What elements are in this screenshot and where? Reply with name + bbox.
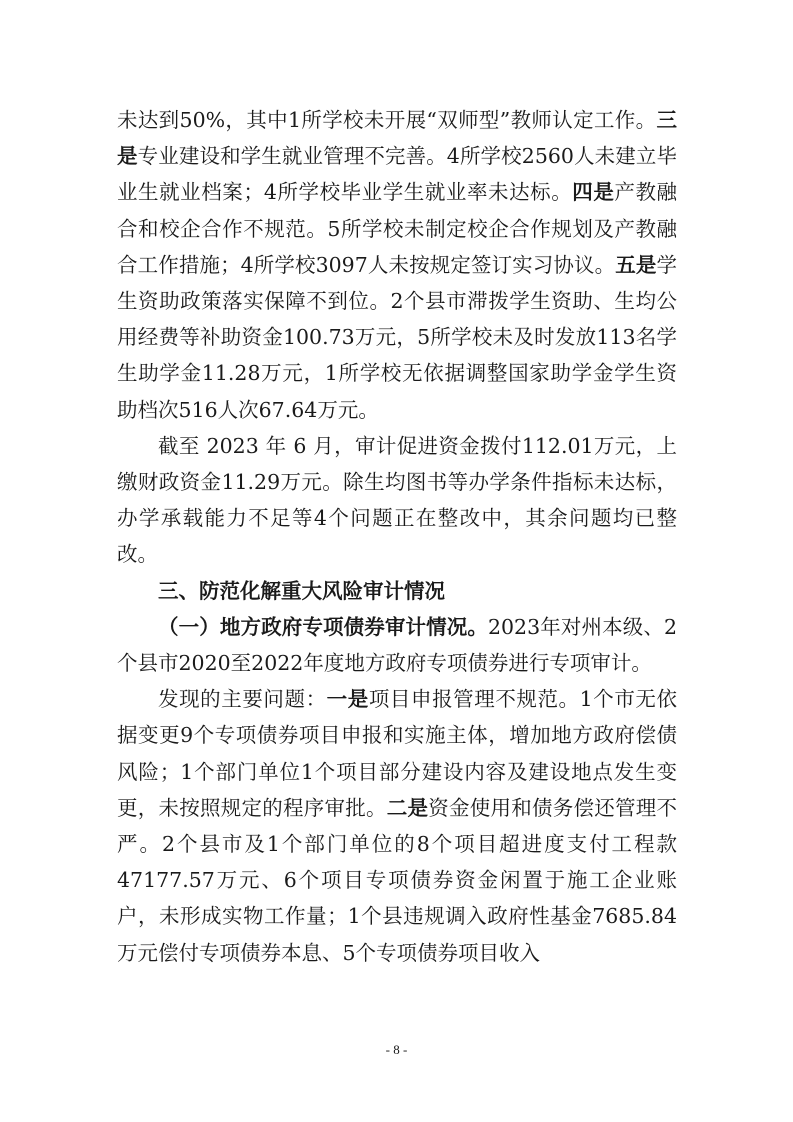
text-run: 截至 2023 年 6 月，审计促进资金拨付112.01万元，上缴财政资金11.29万元。除生均图书等办学条件指标未达标，办学承载能力不足等4个问题正在整改中，其余问题均已整改。 bbox=[117, 433, 677, 567]
section-heading: 三、防范化解重大风险审计情况 bbox=[158, 578, 445, 603]
subsection-heading: （一）地方政府专项债券审计情况。 bbox=[158, 614, 488, 639]
paragraph-main-issues bbox=[117, 681, 677, 971]
emphasis-first: 一是 bbox=[326, 687, 369, 712]
text-run: 学生资助政策落实保障不到位。2个县市滞拨学生资助、生均公用经费等补助资金100.73万元，5所学校未及时发放113名学生助学金11.28万元，1所学校无依据调整国家助学金学生资助档次516人次67.64万元。 bbox=[117, 252, 677, 422]
text-run: 项目申报管理不规范。1个市无依据变更9个专项债券项目申报和实施主体，增加地方政府偿债风险；1个部门单位1个项目部分建设内容及建设地点发生变更，未按照规定的程序审批。 bbox=[117, 687, 678, 820]
text-run: 未达到50%，其中1所学校未开展“双师型”教师认定工作。 bbox=[117, 108, 657, 132]
emphasis-third: 三是 bbox=[117, 108, 677, 169]
text-run: 专业建设和学生就业管理不完善。4所学校2560人未建立毕业生就业档案；4所学校毕业学生就业率未达标。 bbox=[117, 144, 678, 205]
text-run: 资金使用和债务偿还管理不严。2个县市及1个部门单位的8个项目超进度支付工程款47177.57万元、6个项目专项债券资金闲置于施工企业账户，未形成实物工作量；1个县违规调入政府性基金7685.84万元偿付专项债券本息、5个专项债券项目收入 bbox=[117, 795, 677, 965]
paragraph-rectification bbox=[117, 428, 677, 573]
emphasis-fourth: 四是 bbox=[572, 180, 615, 205]
paragraph-special-bonds bbox=[117, 609, 677, 681]
text-run: 产教融合和校企合作不规范。5所学校未制定校企合作规划及产教融合工作措施；4所学校3097人未按规定签订实习协议。 bbox=[117, 180, 678, 277]
page-number: - 8 - bbox=[385, 1042, 408, 1057]
paragraph-continuation bbox=[117, 102, 677, 428]
emphasis-fifth: 五是 bbox=[615, 252, 657, 277]
text-run: 发现的主要问题： bbox=[158, 687, 327, 712]
text-run: 2023年对州本级、2个县市2020至2022年度地方政府专项债券进行专项审计。 bbox=[117, 614, 677, 676]
emphasis-second: 二是 bbox=[386, 795, 429, 820]
body-text bbox=[117, 102, 677, 971]
